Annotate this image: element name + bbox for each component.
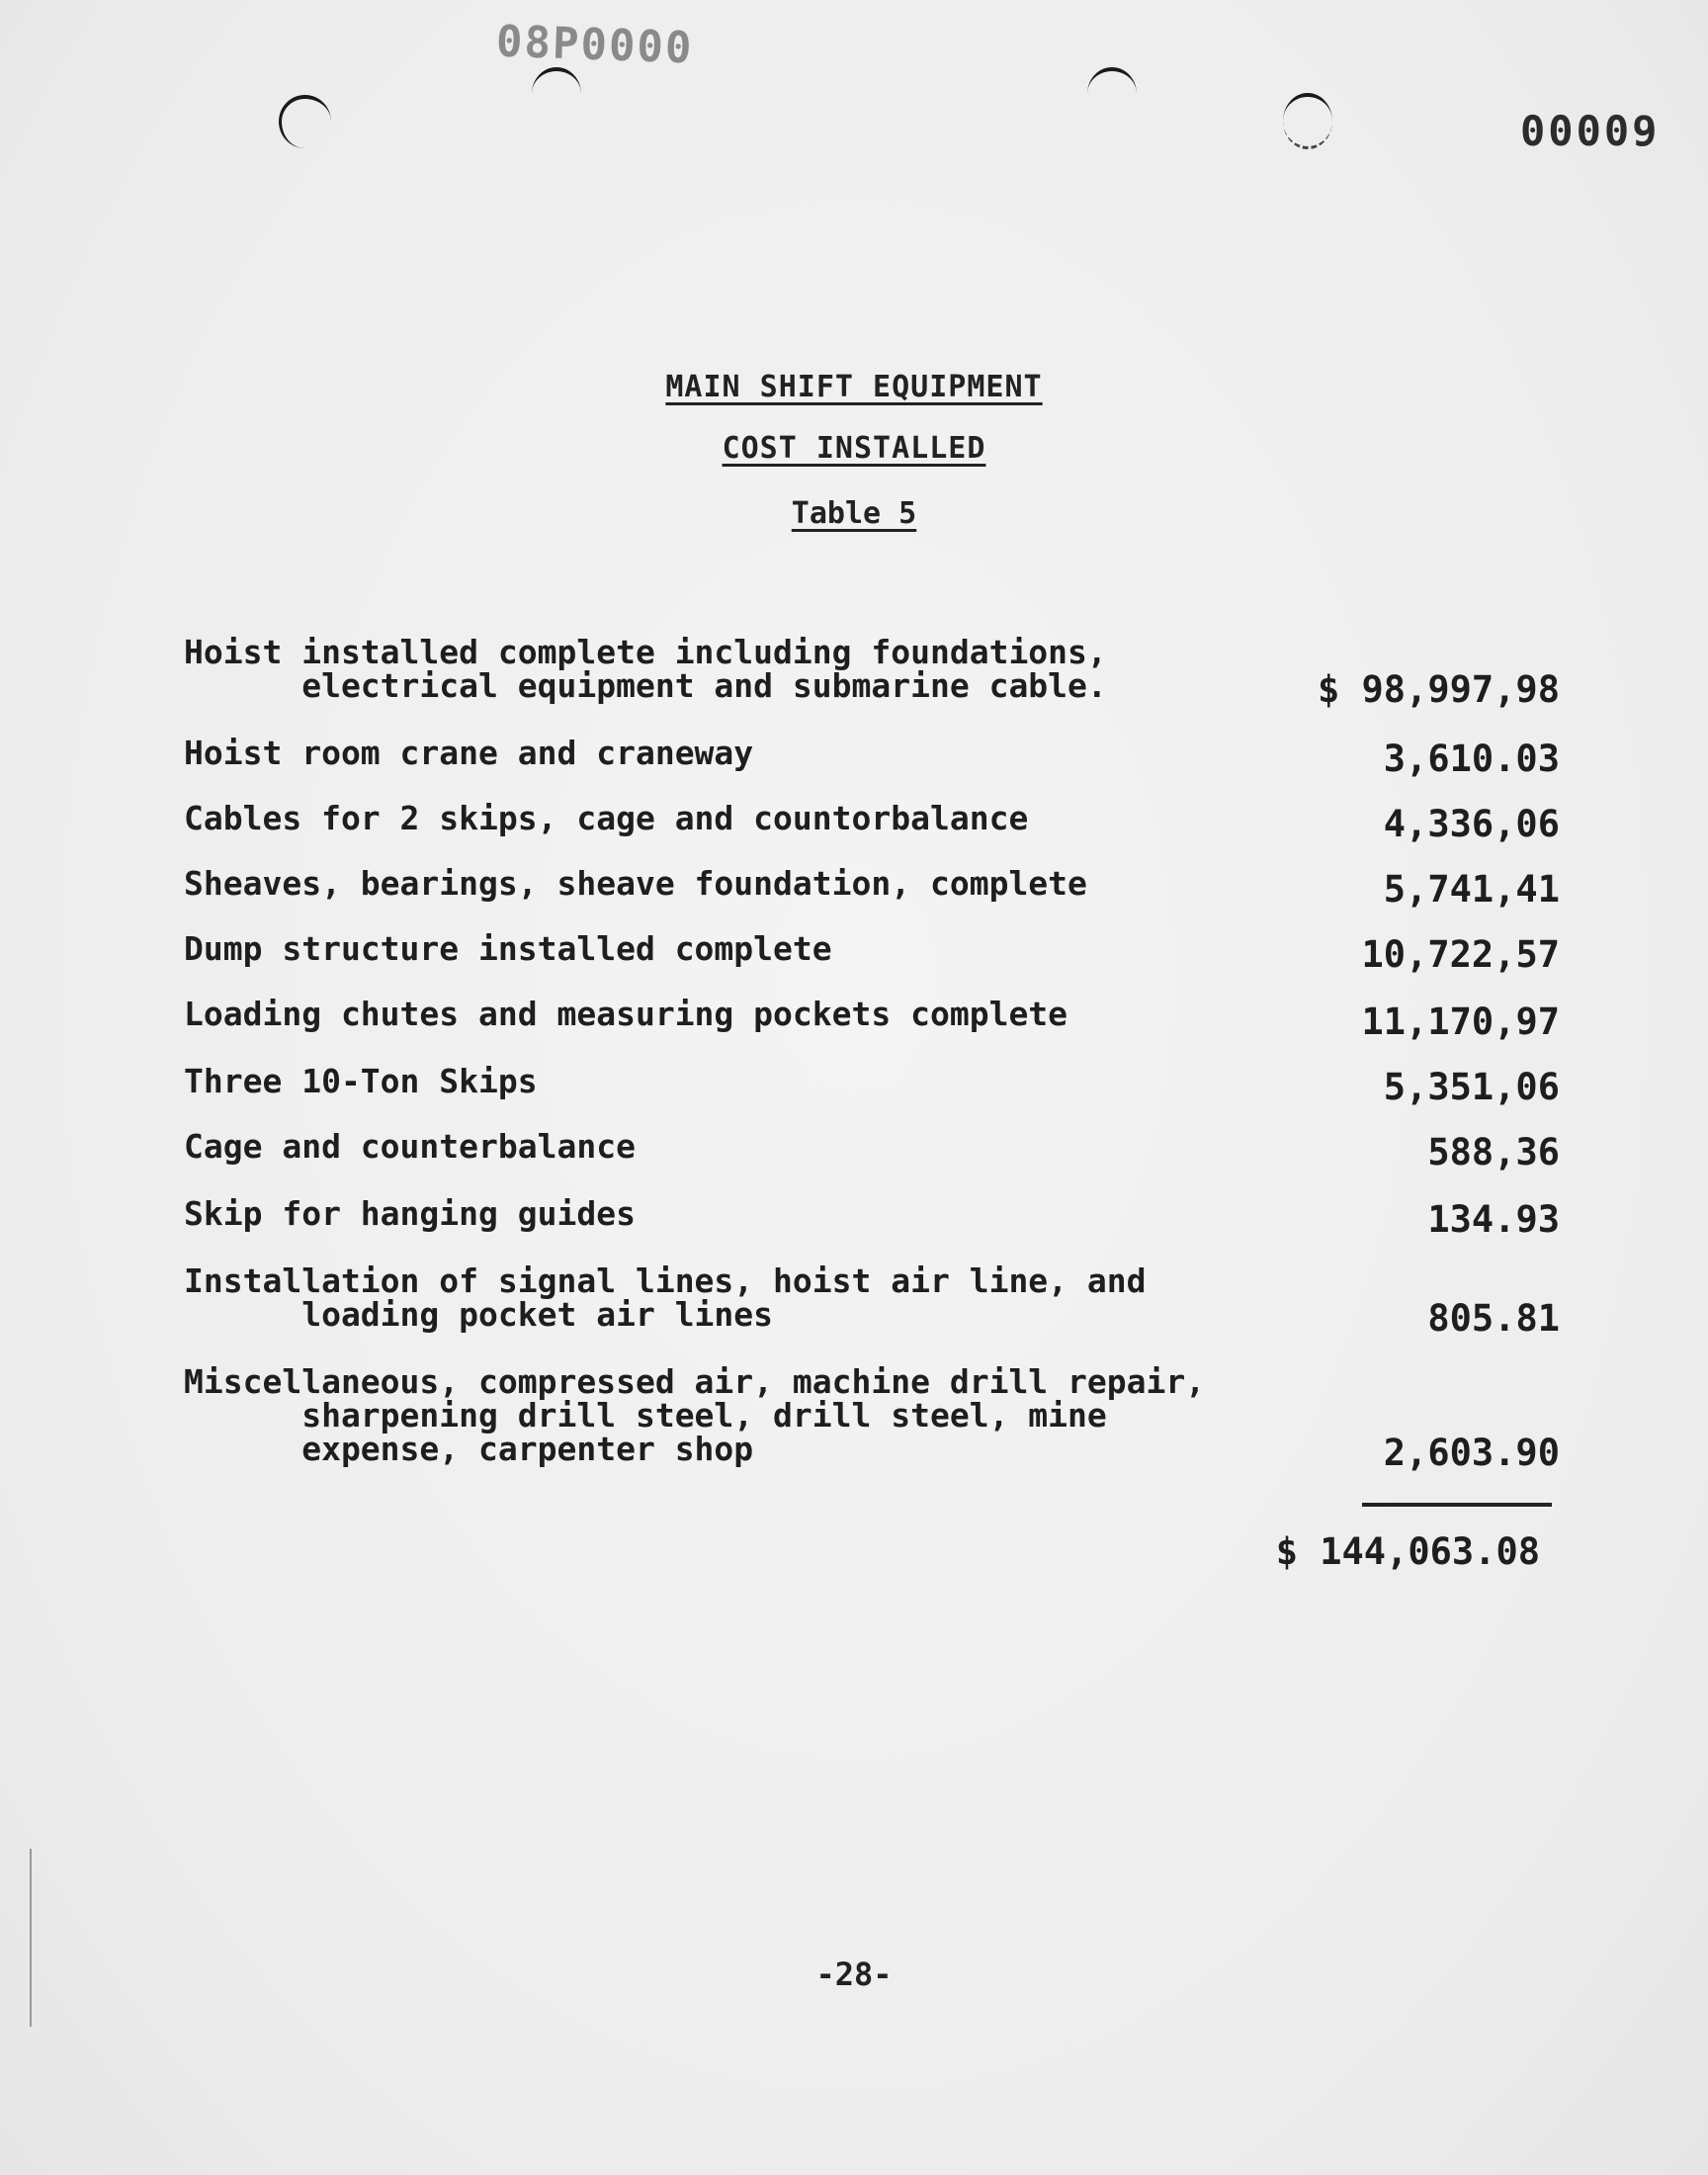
total-rule [1362,1503,1552,1507]
item-description-line: sharpening drill steel, drill steel, mine [184,1396,1107,1435]
item-description-line: Loading chutes and measuring pockets complete [184,995,1068,1033]
item-description-line: expense, carpenter shop [184,1430,754,1468]
item-amount: 4,336,06 [1383,803,1560,845]
item-amount: 5,351,06 [1383,1066,1560,1108]
document-title: MAIN SHIFT EQUIPMENT [665,370,1043,404]
punch-hole-mark [279,95,331,148]
item-amount: 5,741,41 [1383,868,1560,911]
item-description-line: Hoist installed complete including foundations, [184,633,1107,671]
item-description-line: Cables for 2 skips, cage and countorbalance [184,799,1029,837]
margin-mark [30,1849,32,2027]
item-description-line: Sheaves, bearings, sheave foundation, complete [184,864,1087,903]
item-description-line: Installation of signal lines, hoist air line, and [184,1262,1147,1300]
top-stamp-number: 08P0000 [495,16,695,74]
item-description-line: Skip for hanging guides [184,1194,636,1233]
item-description-line: Miscellaneous, compressed air, machine drill repair, [184,1362,1206,1401]
item-amount: $ 98,997,98 [1317,668,1560,711]
item-description-line: electrical equipment and submarine cable. [184,666,1107,705]
item-description-line: loading pocket air lines [184,1295,774,1334]
item-amount: 588,36 [1427,1131,1560,1174]
item-description-line: Three 10-Ton Skips [184,1062,538,1100]
document-subtitle: COST INSTALLED [722,431,986,466]
item-amount: 3,610.03 [1383,738,1560,780]
punch-hole-mark [532,67,581,121]
punch-hole-mark [1283,93,1332,149]
page-number: -28- [815,1956,893,1993]
table-label: Table 5 [791,496,917,531]
item-description-line: Dump structure installed complete [184,929,832,968]
punch-hole-mark [1087,67,1137,121]
item-description-line: Hoist room crane and craneway [184,734,754,772]
total-amount: $ 144,063.08 [1275,1530,1540,1573]
item-amount: 2,603.90 [1383,1432,1560,1474]
item-amount: 805.81 [1427,1297,1560,1340]
page-stamp-number: 00009 [1520,107,1661,155]
item-amount: 10,722,57 [1361,933,1560,976]
item-amount: 134.93 [1427,1198,1560,1241]
item-amount: 11,170,97 [1361,1000,1560,1043]
item-description-line: Cage and counterbalance [184,1127,636,1166]
